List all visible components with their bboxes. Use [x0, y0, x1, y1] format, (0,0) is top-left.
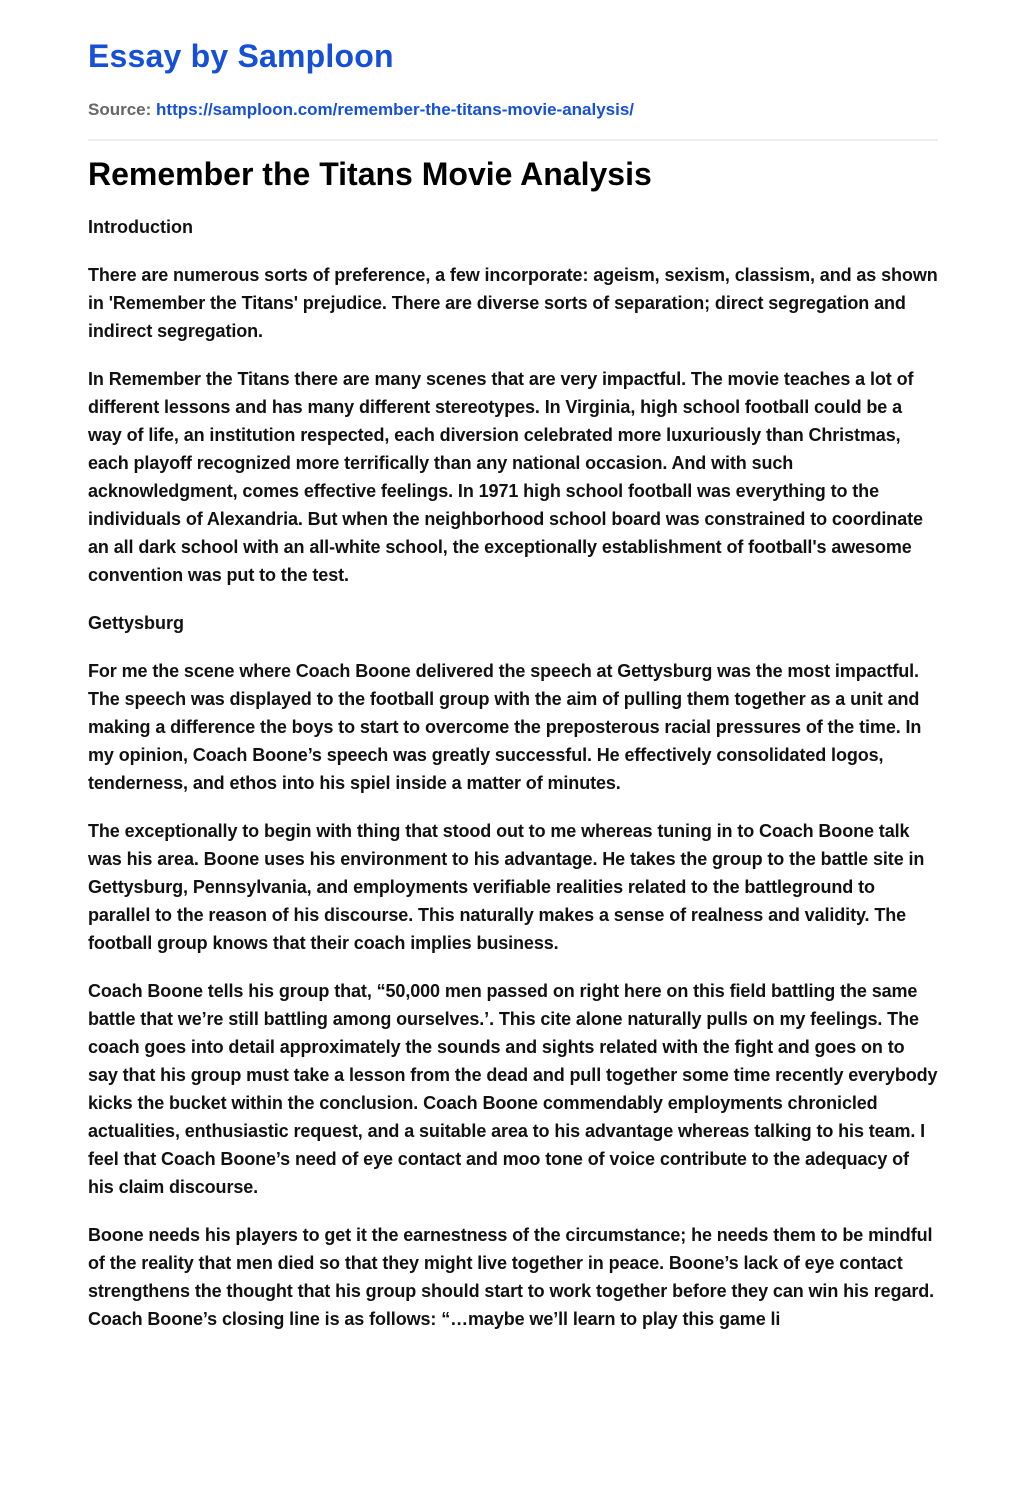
divider [88, 139, 938, 141]
source-link[interactable]: https://samploon.com/remember-the-titans-movie-analysis/ [156, 100, 635, 119]
source-label: Source: [88, 100, 152, 119]
brand-title: Essay by Samploon [88, 38, 394, 74]
paragraph: In Remember the Titans there are many scenes that are very impactful. The movie teaches a lot of different lessons and has many different stereotypes. In Virginia, high school football could be a way of life, an institution respected, each diversion celebrated more luxuriously than Christmas, each playoff recognized more terrifically than any national occasion. And with such acknowledgment, comes effective feelings. In 1971 high school football was everything to the individuals of Alexandria. But when the neighborhood school board was constrained to coordinate an all dark school with an all-white school, the exceptionally establishment of football's awesome convention was put to the test. [88, 369, 923, 585]
paragraph: Coach Boone tells his group that, “50,000 men passed on right here on this field battling the same battle that we’re still battling among ourselves.’. This cite alone naturally pulls on my feelings. The coach goes into detail approximately the sounds and sights related with the fight and goes on to say that his group must take a lesson from the dead and pull together some time recently everybody kicks the bucket within the conclusion. Coach Boone commendably employments chronicled actualities, enthusiastic request, and a suitable area to his advantage whereas talking to his team. I feel that Coach Boone’s need of eye contact and moo tone of voice contribute to the adequacy of his claim discourse. [88, 981, 938, 1197]
essay-page [88, 0, 938, 1353]
essay-body [88, 213, 938, 1333]
page-title: Remember the Titans Movie Analysis [88, 156, 652, 192]
paragraph: The exceptionally to begin with thing that stood out to me whereas tuning in to Coach Boone talk was his area. Boone uses his environment to his advantage. He takes the group to the battle site in Gettysburg, Pennsylvania, and employments verifiable realities related to the battleground to parallel to the reason of his discourse. This naturally makes a sense of realness and validity. The football group knows that their coach implies business. [88, 821, 925, 953]
section-heading: Introduction [88, 217, 193, 237]
paragraph: There are numerous sorts of preference, a few incorporate: ageism, sexism, classism, and as shown in 'Remember the Titans' prejudice. There are diverse sorts of separation; direct segregation and indirect segregation. [88, 265, 938, 341]
paragraph: Boone needs his players to get it the earnestness of the circumstance; he needs them to be mindful of the reality that men died so that they might live together in peace. Boone’s lack of eye contact strengthens the thought that his group should start to work together before they can win his regard. Coach Boone’s closing line is as follows: “…maybe we’ll learn to play this game li [88, 1225, 935, 1329]
section-heading: Gettysburg [88, 613, 185, 633]
paragraph: For me the scene where Coach Boone delivered the speech at Gettysburg was the most impactful. The speech was displayed to the football group with the aim of pulling them together as a unit and making a difference the boys to start to overcome the preposterous racial pressures of the time. In my opinion, Coach Boone’s speech was greatly successful. He effectively consolidated logos, tenderness, and ethos into his spiel inside a matter of minutes. [88, 661, 922, 793]
source-line [88, 98, 938, 122]
